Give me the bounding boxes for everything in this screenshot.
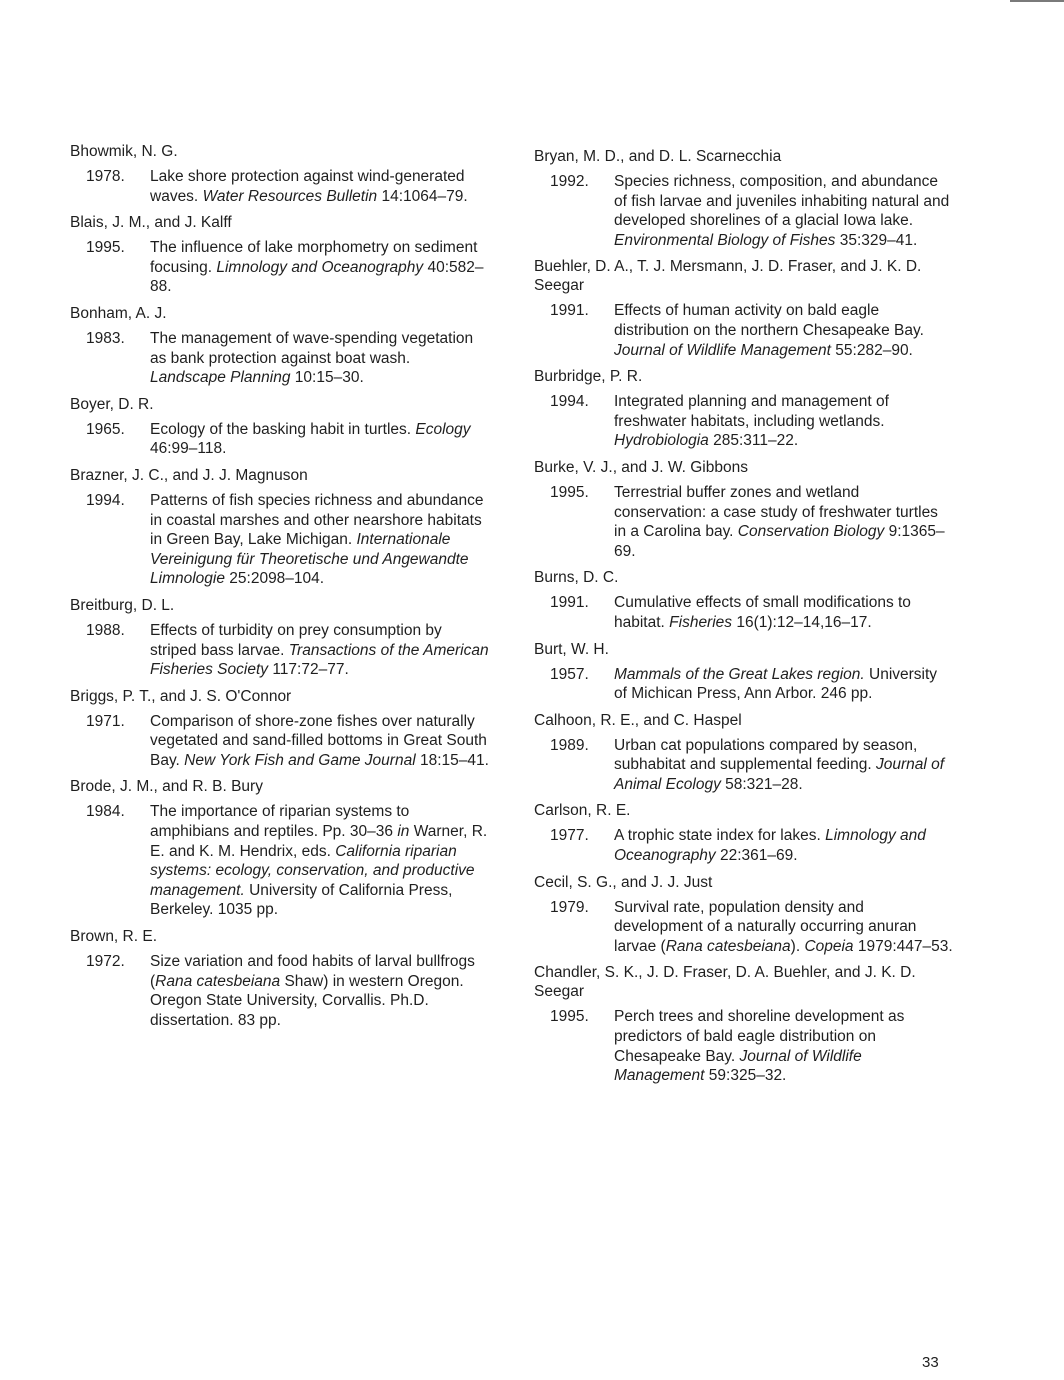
reference-body bbox=[534, 593, 954, 632]
reference-entry bbox=[70, 596, 490, 680]
page-number: 33 bbox=[922, 1354, 939, 1371]
citation-italic-text: Rana catesbeiana bbox=[665, 937, 791, 955]
citation-italic-text: Ecology bbox=[415, 420, 471, 438]
reference-entry bbox=[70, 777, 490, 920]
reference-body bbox=[534, 898, 954, 957]
reference-citation bbox=[614, 1007, 954, 1085]
citation-text: 55:282–90. bbox=[830, 341, 913, 359]
reference-author: Burns, D. C. bbox=[534, 569, 619, 587]
references-right-column bbox=[534, 147, 954, 1093]
citation-italic-text: New York Fish and Game Journal bbox=[184, 751, 416, 769]
reference-citation bbox=[614, 172, 954, 250]
citation-text: The influence of lake morphometry on sediment focusing. bbox=[150, 239, 478, 276]
reference-citation bbox=[614, 392, 954, 451]
reference-year: 1977. bbox=[550, 827, 589, 845]
reference-year: 1991. bbox=[550, 302, 589, 320]
reference-citation bbox=[150, 491, 490, 589]
top-corner-rule bbox=[1010, 0, 1064, 2]
reference-entry bbox=[534, 963, 954, 1085]
citation-text: Comparison of shore-zone fishes over naturally vegetated and sand-filled bottoms in Great South Bay. bbox=[150, 712, 487, 769]
reference-year: 1994. bbox=[550, 393, 589, 411]
citation-italic-text: Internationale Vereinigung für Theoretische und Angewandte Limnologie bbox=[150, 531, 469, 588]
reference-body bbox=[534, 1007, 954, 1085]
references-left-column bbox=[70, 142, 490, 1037]
reference-author: Brode, J. M., and R. B. Bury bbox=[70, 778, 263, 796]
reference-body bbox=[70, 802, 490, 920]
reference-author: Burbridge, P. R. bbox=[534, 368, 643, 386]
reference-body bbox=[534, 826, 954, 865]
citation-text: Ecology of the basking habit in turtles. bbox=[150, 420, 416, 438]
citation-text: Integrated planning and management of freshwater habitats, including wetlands. bbox=[614, 393, 889, 430]
reference-citation bbox=[150, 802, 490, 920]
reference-entry bbox=[534, 458, 954, 561]
reference-year: 1995. bbox=[550, 1008, 589, 1026]
reference-author: Buehler, D. A., T. J. Mersmann, J. D. Fraser, and J. K. D. Seegar bbox=[534, 258, 922, 295]
citation-text: 117:72–77. bbox=[268, 661, 349, 679]
reference-entry bbox=[534, 147, 954, 250]
citation-text: Size variation and food habits of larval bullfrogs ( bbox=[150, 953, 475, 990]
reference-author: Briggs, P. T., and J. S. O'Connor bbox=[70, 687, 292, 705]
reference-body bbox=[534, 301, 954, 360]
reference-entry bbox=[70, 304, 490, 388]
reference-body bbox=[70, 491, 490, 589]
citation-text: 10:15–30. bbox=[290, 369, 364, 387]
reference-year: 1995. bbox=[550, 483, 589, 501]
reference-citation bbox=[614, 483, 954, 561]
citation-text: 14:1064–79. bbox=[377, 187, 468, 205]
reference-author: Burke, V. J., and J. W. Gibbons bbox=[534, 458, 748, 476]
reference-entry bbox=[534, 367, 954, 451]
citation-italic-text: Water Resources Bulletin bbox=[202, 187, 378, 205]
citation-text: 46:99–118. bbox=[150, 440, 227, 458]
reference-entry bbox=[534, 711, 954, 795]
citation-italic-text: California riparian systems: ecology, conservation, and productive management. bbox=[150, 842, 475, 899]
citation-text: 285:311–22. bbox=[708, 432, 799, 450]
reference-year: 1979. bbox=[550, 898, 589, 916]
citation-text: Effects of turbidity on prey consumption by striped bass larvae. bbox=[150, 621, 442, 659]
citation-italic-text: Conservation Biology bbox=[737, 523, 885, 541]
reference-year: 1995. bbox=[86, 239, 125, 257]
reference-body bbox=[534, 736, 954, 795]
reference-author: Boyer, D. R. bbox=[70, 395, 154, 413]
citation-italic-text: Journal of Wildlife Management bbox=[614, 1047, 862, 1085]
reference-author: Breitburg, D. L. bbox=[70, 596, 175, 614]
reference-year: 1984. bbox=[86, 803, 125, 821]
citation-text: Patterns of fish species richness and abundance in coastal marshes and other nearshore habitats in Green Bay, Lake Michigan. bbox=[150, 491, 484, 549]
citation-text: The importance of riparian systems to amphibians and reptiles. Pp. 30–36 bbox=[150, 803, 410, 841]
reference-year: 1971. bbox=[86, 712, 125, 730]
reference-year: 1989. bbox=[550, 736, 589, 754]
reference-author: Burt, W. H. bbox=[534, 640, 609, 658]
reference-body bbox=[70, 238, 490, 297]
citation-text: 40:582–88. bbox=[150, 258, 484, 296]
reference-entry bbox=[70, 395, 490, 459]
reference-author: Blais, J. M., and J. Kalff bbox=[70, 214, 232, 232]
citation-text: The management of wave-spending vegetation as bank protection against boat wash. bbox=[150, 329, 474, 367]
citation-italic-text: Transactions of the American Fisheries Society bbox=[150, 641, 489, 679]
reference-citation bbox=[150, 952, 490, 1030]
citation-text: 59:325–32. bbox=[704, 1067, 787, 1085]
reference-year: 1994. bbox=[86, 491, 125, 509]
citation-text: Urban cat populations compared by season, subhabitat and supplemental feeding. bbox=[614, 736, 918, 774]
reference-year: 1965. bbox=[86, 420, 125, 438]
citation-italic-text: Journal of Animal Ecology bbox=[614, 756, 945, 793]
citation-text: A trophic state index for lakes. bbox=[614, 827, 826, 845]
reference-author: Bryan, M. D., and D. L. Scarnecchia bbox=[534, 148, 782, 165]
reference-author: Brown, R. E. bbox=[70, 928, 157, 946]
citation-italic-text: Limnology and Oceanography bbox=[614, 827, 926, 865]
reference-author: Bhowmik, N. G. bbox=[70, 143, 178, 160]
citation-italic-text: Rana catesbeiana bbox=[155, 972, 281, 990]
reference-citation bbox=[614, 665, 954, 704]
citation-text: Lake shore protection against wind-generated waves. bbox=[150, 168, 465, 205]
citation-text: Species richness, composition, and abundance of fish larvae and juveniles inhabiting natural and developed shorelines of a glacial Iowa lake. bbox=[614, 173, 950, 230]
reference-body bbox=[70, 621, 490, 680]
citation-italic-text: Mammals of the Great Lakes region. bbox=[614, 665, 865, 683]
citation-italic-text: Fisheries bbox=[669, 613, 733, 631]
reference-year: 1988. bbox=[86, 621, 125, 639]
reference-year: 1991. bbox=[550, 594, 589, 612]
reference-citation bbox=[150, 238, 490, 297]
reference-author: Brazner, J. C., and J. J. Magnuson bbox=[70, 466, 308, 484]
citation-text: Survival rate, population density and development of a naturally occurring anuran larvae ( bbox=[614, 898, 917, 955]
reference-citation bbox=[150, 167, 490, 206]
reference-year: 1972. bbox=[86, 953, 125, 971]
reference-entry bbox=[70, 466, 490, 589]
citation-text: Terrestrial buffer zones and wetland conservation: a case study of freshwater turtles in a Carolina bay. bbox=[614, 483, 938, 541]
reference-citation bbox=[614, 736, 954, 795]
reference-author: Calhoon, R. E., and C. Haspel bbox=[534, 711, 742, 729]
reference-body bbox=[70, 167, 490, 206]
citation-text: 25:2098–104. bbox=[224, 570, 325, 588]
reference-year: 1992. bbox=[550, 173, 589, 190]
reference-entry bbox=[70, 213, 490, 297]
reference-citation bbox=[150, 621, 490, 680]
reference-body bbox=[70, 952, 490, 1030]
citation-text: 9:1365–69. bbox=[614, 523, 945, 560]
reference-citation bbox=[614, 826, 954, 865]
citation-text: 16(1):12–14,16–17. bbox=[732, 613, 872, 631]
citation-text: ). bbox=[790, 937, 805, 955]
citation-italic-text: Environmental Biology of Fishes bbox=[614, 231, 836, 249]
citation-text: University of California Press, Berkeley. 1035 pp. bbox=[150, 881, 453, 919]
reference-citation bbox=[614, 301, 954, 360]
citation-italic-text: Limnology and Oceanography bbox=[216, 258, 424, 276]
reference-body bbox=[534, 665, 954, 704]
citation-italic-text: Copeia bbox=[804, 937, 854, 955]
reference-citation bbox=[614, 593, 954, 632]
reference-body bbox=[534, 392, 954, 451]
reference-year: 1957. bbox=[550, 665, 589, 683]
reference-body bbox=[534, 483, 954, 561]
reference-author: Chandler, S. K., J. D. Fraser, D. A. Buehler, and J. K. D. Seegar bbox=[534, 964, 916, 1001]
reference-entry bbox=[534, 801, 954, 865]
reference-body bbox=[70, 420, 490, 459]
reference-entry bbox=[70, 927, 490, 1030]
reference-citation bbox=[150, 712, 490, 771]
citation-text: 35:329–41. bbox=[835, 231, 918, 249]
reference-author: Bonham, A. J. bbox=[70, 304, 167, 322]
citation-italic-text: Journal of Wildlife Management bbox=[614, 341, 831, 359]
reference-entry bbox=[534, 257, 954, 360]
citation-text: 18:15–41. bbox=[415, 751, 489, 769]
reference-year: 1978. bbox=[86, 168, 125, 185]
citation-text: Effects of human activity on bald eagle distribution on the northern Chesapeake Bay. bbox=[614, 302, 924, 339]
reference-citation bbox=[614, 898, 954, 957]
citation-text: 22:361–69. bbox=[715, 847, 798, 865]
citation-text: 1979:447–53. bbox=[853, 937, 953, 955]
citation-text: Cumulative effects of small modifications to habitat. bbox=[614, 594, 911, 631]
citation-italic-text: in bbox=[397, 823, 410, 841]
reference-entry bbox=[534, 873, 954, 957]
reference-author: Carlson, R. E. bbox=[534, 802, 631, 820]
citation-italic-text: Landscape Planning bbox=[150, 369, 291, 387]
citation-italic-text: Hydrobiologia bbox=[614, 432, 709, 450]
reference-entry bbox=[70, 687, 490, 771]
reference-body bbox=[534, 172, 954, 250]
citation-text: 58:321–28. bbox=[720, 775, 803, 793]
citation-text: Shaw) in western Oregon. Oregon State University, Corvallis. Ph.D. dissertation. 83 pp. bbox=[150, 972, 464, 1029]
reference-citation bbox=[150, 420, 490, 459]
reference-citation bbox=[150, 329, 490, 388]
reference-body bbox=[70, 329, 490, 388]
reference-entry bbox=[534, 568, 954, 632]
citation-text: University of Michican Press, Ann Arbor. 246 pp. bbox=[614, 665, 938, 703]
citation-text: Perch trees and shoreline development as predictors of bald eagle distribution on Chesapeake Bay. bbox=[614, 1008, 905, 1065]
citation-text: Warner, R. E. and K. M. Hendrix, eds. bbox=[150, 823, 488, 860]
reference-body bbox=[70, 712, 490, 771]
reference-author: Cecil, S. G., and J. J. Just bbox=[534, 873, 713, 891]
reference-entry bbox=[70, 142, 490, 206]
reference-entry bbox=[534, 640, 954, 704]
reference-year: 1983. bbox=[86, 329, 125, 347]
